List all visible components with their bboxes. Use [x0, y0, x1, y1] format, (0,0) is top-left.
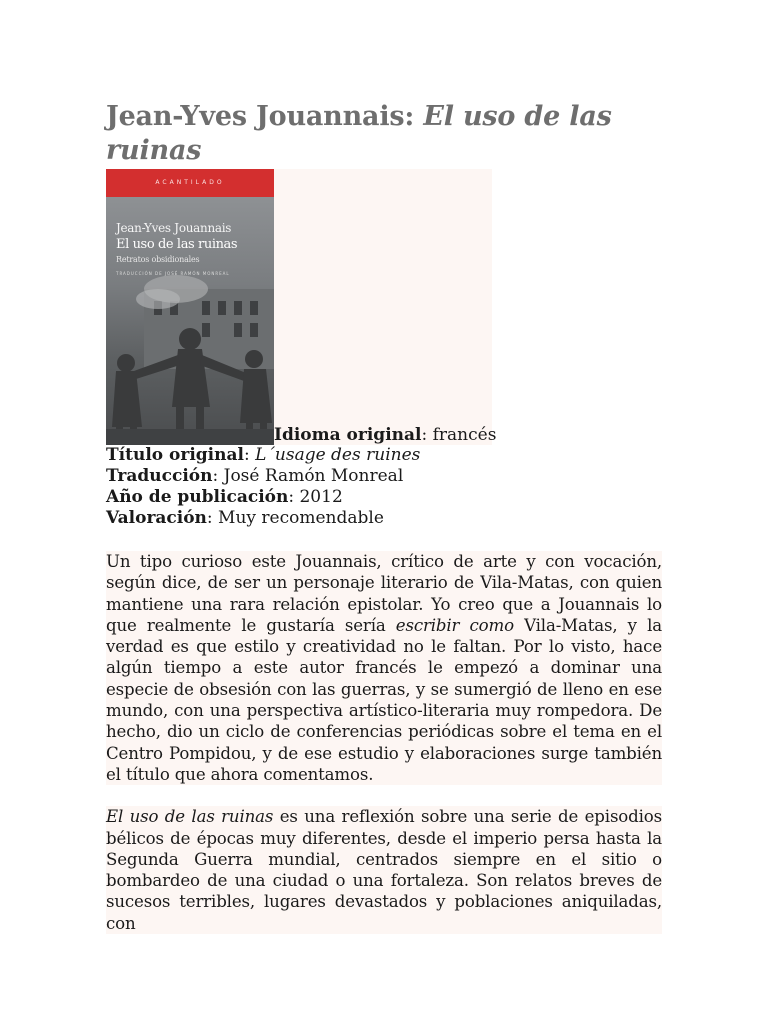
meta-idioma-label: Idioma original [274, 425, 422, 445]
paragraph-2 [106, 806, 662, 934]
cover-author: Jean-Yves Jouannais [116, 221, 232, 235]
paragraph-1 [106, 551, 662, 785]
paragraph-1-text-b: Vila-Matas, y la verdad es que estilo y creatividad no le faltan. Por lo visto, hace algún tiempo a este autor francés le empezó a dominar una especie de obsesión con las guerras, y se sumergió de lleno en ese mundo, con una perspectiva artístico-literaria muy rompedora. De hecho, dio un ciclo de conferencias periódicas sobre el tema en el Centro Pompidou, y de ese estudio y elaboraciones surge también el título que ahora comentamos. [106, 615, 662, 784]
book-meta [106, 445, 662, 529]
article-body [106, 551, 662, 934]
meta-idioma [274, 425, 496, 445]
paragraph-2-book-title: El uso de las ruinas [106, 807, 274, 827]
blog-post [106, 100, 662, 934]
cover-subtitle: Retratos obsidionales [116, 255, 200, 264]
meta-valoracion [106, 508, 662, 529]
cover-and-meta [106, 169, 497, 445]
paragraph-1-text-a: Un tipo curioso este Jouannais, crítico de arte y con vocación, según dice, de ser un personaje literario de Vila-Matas, con quien mantiene una rara relación epistolar. Yo creo que a Jouannais lo que realmente le gustaría sería [106, 552, 662, 635]
meta-anio-label: Año de publicación [106, 487, 289, 507]
meta-traduccion-label: Traducción [106, 466, 213, 486]
meta-traduccion [106, 466, 662, 487]
cover-publisher: ACANTILADO [155, 179, 225, 186]
meta-titulo-value: L´usage des ruines [255, 445, 421, 465]
meta-anio-value: : 2012 [288, 487, 343, 507]
post-title-author: Jean-Yves Jouannais: [106, 101, 424, 132]
meta-valoracion-value: : Muy recomendable [206, 508, 384, 528]
post-title-book: El uso de las ruinas [106, 101, 612, 166]
post-title [106, 100, 662, 168]
meta-traduccion-value: : José Ramón Monreal [212, 466, 404, 486]
cover-title: El uso de las ruinas [116, 237, 238, 252]
cover-credit: TRADUCCIÓN DE JOSÉ RAMÓN MONREAL [116, 271, 230, 276]
paragraph-1-emphasis: escribir como [395, 615, 514, 635]
meta-titulo [106, 445, 662, 466]
meta-valoracion-label: Valoración [106, 508, 207, 528]
meta-anio [106, 487, 662, 508]
book-cover-image[interactable] [106, 169, 274, 445]
meta-titulo-sep: : [243, 445, 256, 465]
paragraph-2-text: es una reflexión sobre una serie de episodios bélicos de épocas muy diferentes, desde el imperio persa hasta la Segunda Guerra mundial, centrados siempre en el sitio o bombardeo de una ciudad o una fortaleza. Son relatos breves de sucesos terribles, lugares devastados y poblaciones aniquiladas, con [106, 807, 662, 933]
meta-idioma-value: : francés [421, 425, 497, 445]
meta-titulo-label: Título original [106, 445, 244, 465]
